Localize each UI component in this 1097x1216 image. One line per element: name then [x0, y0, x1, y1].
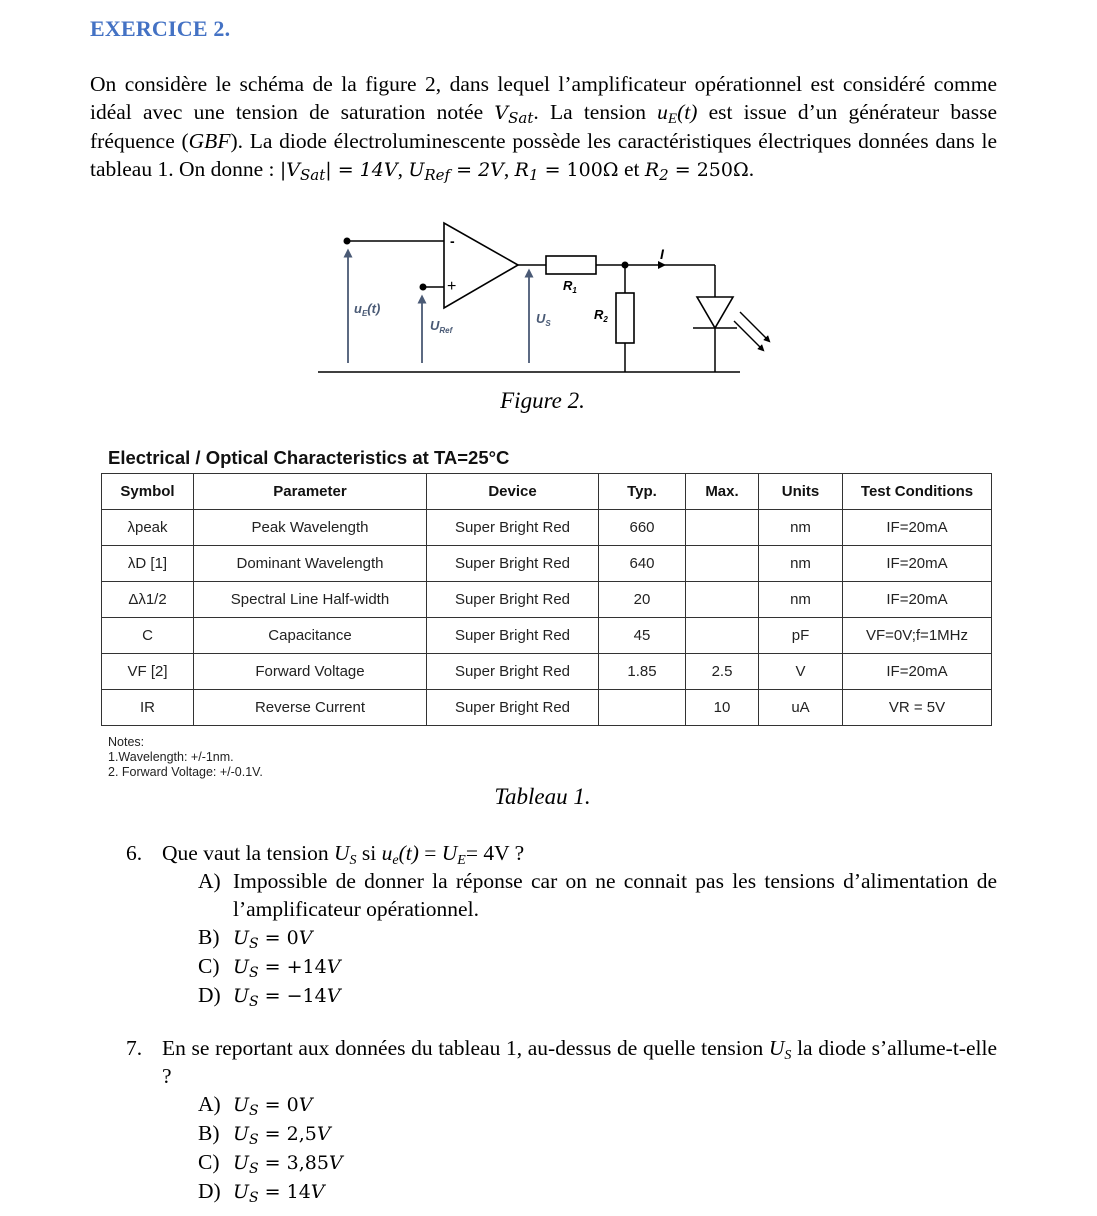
cell-test-conditions: VR = 5V	[843, 690, 992, 726]
given-vsat: $|V_{Sat}| = 14V$	[279, 159, 398, 184]
cell-units: pF	[759, 618, 843, 654]
cell-max	[686, 618, 759, 654]
cell-symbol: λpeak	[102, 510, 194, 546]
characteristics-table	[101, 473, 992, 726]
header-symbol: Symbol	[102, 474, 194, 510]
current-label: I	[660, 246, 664, 262]
header-device: Device	[427, 474, 599, 510]
led-diode-icon	[697, 297, 733, 328]
cell-device: Super Bright Red	[427, 618, 599, 654]
cell-typ: 640	[599, 546, 686, 582]
resistor-r1	[546, 256, 596, 274]
intro-text-1: On considère le schéma de la figure 2, dans lequel l’amplificateur opérationnel est considéré comme idéal avec une tension de saturation notée	[90, 72, 997, 124]
answer-option-c[interactable]: C) $U_S = +14V$	[198, 954, 341, 981]
cell-parameter: Reverse Current	[194, 690, 427, 726]
intro-paragraph: On considère le schéma de la figure 2, dans lequel l’amplificateur opérationnel est considéré comme idéal avec une tension de saturation notée $V_{Sat}$. La tension $u_E(t)$ est issue d’un générateur basse fréquence (GBF). La diode électroluminescente possède les caractéristiques électriques données dans le tableau 1. On donne : $|V_{Sat}| = 14V$, $U_{Ref} = 2V$, $R_1 = 100\Omega$ et $R_2 = 250\Omega$.	[90, 72, 997, 184]
opamp-symbol	[444, 223, 518, 308]
svg-text:-: -	[450, 233, 455, 249]
cell-symbol: C	[102, 618, 194, 654]
ue-symbol: $u_E(t)$	[657, 100, 698, 127]
cell-parameter: Capacitance	[194, 618, 427, 654]
note-2: 2. Forward Voltage: +/-0.1V.	[108, 765, 263, 779]
table-row	[102, 582, 992, 618]
header-max: Max.	[686, 474, 759, 510]
question-text: Que vaut la tension $U_S$ si $u_e(t) = U_E= 4V$ ?	[162, 841, 525, 868]
resistor-r2	[616, 293, 634, 343]
cell-test-conditions: IF=20mA	[843, 654, 992, 690]
question-6	[126, 839, 997, 1010]
header-test-conditions: Test Conditions	[843, 474, 992, 510]
cell-units: nm	[759, 510, 843, 546]
cell-typ: 45	[599, 618, 686, 654]
circuit-diagram	[310, 215, 780, 385]
notes-title: Notes:	[108, 735, 145, 749]
cell-symbol: VF [2]	[102, 654, 194, 690]
cell-max	[686, 510, 759, 546]
vsat-symbol: $V_{Sat}$	[494, 102, 534, 127]
table-row	[102, 690, 992, 726]
cell-typ: 1.85	[599, 654, 686, 690]
cell-max: 10	[686, 690, 759, 726]
cell-device: Super Bright Red	[427, 546, 599, 582]
answer-option-a[interactable]: A) $U_S = 0V$	[198, 1092, 313, 1119]
header-typ: Typ.	[599, 474, 686, 510]
table-row	[102, 510, 992, 546]
answer-option-b[interactable]: B) $U_S = 2,5V$	[198, 1121, 331, 1148]
cell-max	[686, 546, 759, 582]
cell-typ	[599, 690, 686, 726]
table-caption: Tableau 1.	[494, 784, 591, 809]
question-number: 6.	[126, 841, 143, 865]
question-text: En se reportant aux données du tableau 1, au-dessus de quelle tension $U_S$ la diode s’allume-t-elle ?	[162, 1036, 998, 1088]
answer-option-a[interactable]: A) Impossible de donner la réponse car on ne connait pas les tensions d’alimentation de l’amplificateur opérationnel.	[198, 869, 997, 921]
svg-text:+: +	[447, 278, 457, 295]
cell-units: uA	[759, 690, 843, 726]
cell-symbol: Δλ1/2	[102, 582, 194, 618]
cell-max	[686, 582, 759, 618]
table-title: Electrical / Optical Characteristics at TA=25°C	[108, 447, 510, 468]
cell-typ: 660	[599, 510, 686, 546]
exercise-heading: EXERCICE 2.	[90, 16, 231, 41]
cell-test-conditions: IF=20mA	[843, 546, 992, 582]
table-row	[102, 618, 992, 654]
cell-symbol: IR	[102, 690, 194, 726]
table-row	[102, 546, 992, 582]
cell-parameter: Forward Voltage	[194, 654, 427, 690]
light-ray-icon	[734, 321, 762, 349]
answer-option-d[interactable]: D) $U_S = -14V$	[198, 983, 341, 1010]
current-arrow-icon	[658, 261, 666, 269]
table-row	[102, 654, 992, 690]
r2-label: $R_2$	[594, 307, 608, 324]
cell-units: nm	[759, 582, 843, 618]
cell-test-conditions: IF=20mA	[843, 510, 992, 546]
cell-units: nm	[759, 546, 843, 582]
note-1: 1.Wavelength: +/-1nm.	[108, 750, 234, 764]
question-number: 7.	[126, 1036, 143, 1060]
intro-text-2: . La tension	[533, 100, 658, 124]
r1-label: $R_1$	[563, 278, 577, 295]
figure-caption: Figure 2.	[500, 388, 585, 413]
intro-text-4: ). La diode électroluminescente possède les caractéristiques électriques données dans le tableau 1. On donne :	[90, 129, 997, 181]
cell-max: 2.5	[686, 654, 759, 690]
gbf-abbr: GBF	[188, 129, 231, 153]
answer-option-b[interactable]: B) $U_S = 0V$	[198, 925, 313, 952]
given-uref: $U_{Ref} = 2V$	[408, 159, 504, 184]
table-notes	[108, 735, 263, 780]
uref-label: $U_{Ref}$	[430, 318, 453, 335]
cell-units: V	[759, 654, 843, 690]
ue-label: $u_E(t)$	[354, 301, 381, 318]
light-ray-icon	[740, 312, 768, 340]
cell-parameter: Spectral Line Half-width	[194, 582, 427, 618]
cell-device: Super Bright Red	[427, 510, 599, 546]
header-units: Units	[759, 474, 843, 510]
cell-test-conditions: IF=20mA	[843, 582, 992, 618]
cell-device: Super Bright Red	[427, 690, 599, 726]
header-parameter: Parameter	[194, 474, 427, 510]
cell-device: Super Bright Red	[427, 582, 599, 618]
cell-parameter: Dominant Wavelength	[194, 546, 427, 582]
cell-typ: 20	[599, 582, 686, 618]
cell-test-conditions: VF=0V;f=1MHz	[843, 618, 992, 654]
intro-text-3: est issue d’un générateur basse fréquence (	[90, 100, 997, 153]
cell-symbol: λD [1]	[102, 546, 194, 582]
answer-option-c[interactable]: C) $U_S = 3,85V$	[198, 1150, 343, 1177]
cell-device: Super Bright Red	[427, 654, 599, 690]
given-r2: $R_2 = 250\Omega$	[644, 159, 749, 184]
table-header-row	[102, 474, 992, 510]
answer-option-d[interactable]: D) $U_S = 14V$	[198, 1179, 325, 1206]
given-r1: $R_1 = 100\Omega$	[514, 159, 619, 184]
question-7	[126, 1034, 997, 1206]
us-label: $U_S$	[536, 311, 551, 328]
cell-parameter: Peak Wavelength	[194, 510, 427, 546]
